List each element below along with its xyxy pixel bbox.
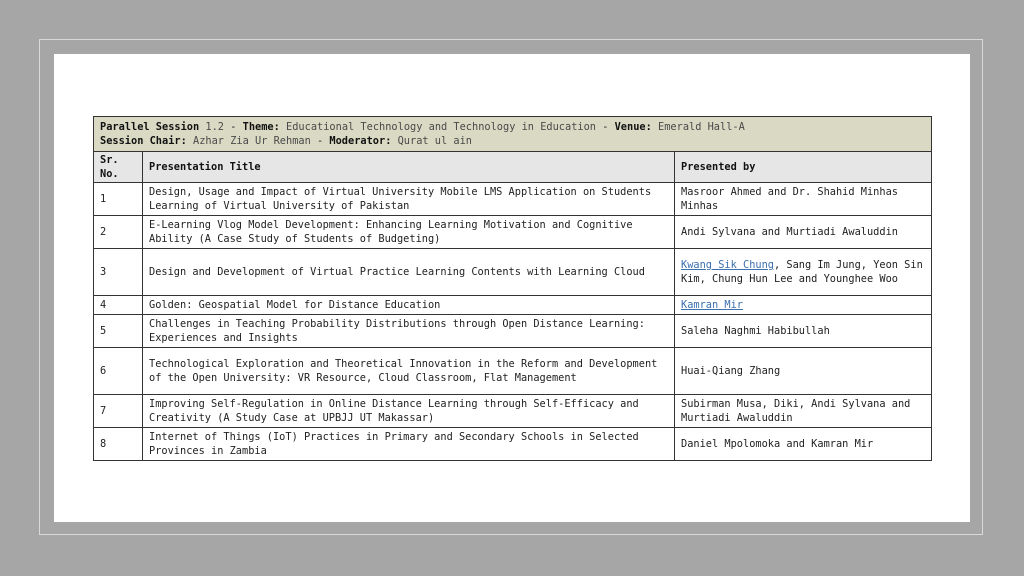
table-row	[94, 348, 932, 395]
column-header-row	[94, 152, 932, 183]
presenter	[675, 296, 932, 315]
presentation-title: Design and Development of Virtual Practice Learning Contents with Learning Cloud	[143, 249, 675, 296]
presentation-title: Improving Self-Regulation in Online Distance Learning through Self-Efficacy and Creativity (A Study Case at UPBJJ UT Makassar)	[143, 395, 675, 428]
presentation-title: Challenges in Teaching Probability Distributions through Open Distance Learning: Experiences and Insights	[143, 315, 675, 348]
presentation-title: Golden: Geospatial Model for Distance Education	[143, 296, 675, 315]
row-number: 6	[94, 348, 143, 395]
col-presented-by: Presented by	[675, 152, 932, 183]
row-number: 3	[94, 249, 143, 296]
presenter: Huai-Qiang Zhang	[675, 348, 932, 395]
chair-value: Azhar Zia Ur Rehman	[193, 135, 311, 147]
row-number: 2	[94, 216, 143, 249]
table-row	[94, 296, 932, 315]
presenter	[675, 249, 932, 296]
slide	[54, 54, 970, 522]
moderator-label: Moderator:	[329, 135, 392, 147]
presentation-title: Design, Usage and Impact of Virtual University Mobile LMS Application on Students Learning of Virtual University of Pakistan	[143, 183, 675, 216]
presentation-title: Internet of Things (IoT) Practices in Primary and Secondary Schools in Selected Provinces in Zambia	[143, 428, 675, 461]
table-row	[94, 183, 932, 216]
presenter-rest: , Sang Im Jung, Yeon Sin Kim, Chung Hun Lee and Younghee Woo	[681, 259, 923, 285]
col-presentation-title: Presentation Title	[143, 152, 675, 183]
row-number: 4	[94, 296, 143, 315]
row-number: 5	[94, 315, 143, 348]
table-row	[94, 315, 932, 348]
presenter-link[interactable]: Kwang Sik Chung	[681, 259, 774, 271]
chair-label: Session Chair:	[100, 135, 187, 147]
session-header: Parallel Session 1.2 - Theme: Educational Technology and Technology in Education - Venue: Emerald Hall-A Session Chair: Azhar Zia Ur Rehman - Moderator: Qurat ul ain	[94, 117, 932, 152]
row-number: 8	[94, 428, 143, 461]
presenter: Saleha Naghmi Habibullah	[675, 315, 932, 348]
venue-value: Emerald Hall-A	[658, 121, 745, 133]
table-row	[94, 428, 932, 461]
row-number: 7	[94, 395, 143, 428]
session-header-row	[94, 117, 932, 152]
presenter: Masroor Ahmed and Dr. Shahid Minhas Minhas	[675, 183, 932, 216]
session-table	[93, 116, 932, 461]
session-label: Parallel Session	[100, 121, 200, 133]
theme-label: Theme:	[242, 121, 280, 133]
presentation-title: Technological Exploration and Theoretical Innovation in the Reform and Development of the Open University: VR Resource, Cloud Classroom, Flat Management	[143, 348, 675, 395]
theme-value: Educational Technology and Technology in Education	[286, 121, 596, 133]
table-row	[94, 249, 932, 296]
presentation-title: E-Learning Vlog Model Development: Enhancing Learning Motivation and Cognitive Ability (A Case Study of Students of Budgeting)	[143, 216, 675, 249]
table-row	[94, 395, 932, 428]
table-row	[94, 216, 932, 249]
venue-label: Venue:	[614, 121, 652, 133]
presenter: Andi Sylvana and Murtiadi Awaluddin	[675, 216, 932, 249]
col-sr-no: Sr. No.	[94, 152, 143, 183]
presenter-link[interactable]: Kamran Mir	[681, 299, 743, 311]
moderator-value: Qurat ul ain	[397, 135, 473, 147]
row-number: 1	[94, 183, 143, 216]
presenter: Daniel Mpolomoka and Kamran Mir	[675, 428, 932, 461]
session-number: 1.2	[205, 121, 225, 133]
presenter: Subirman Musa, Diki, Andi Sylvana and Murtiadi Awaluddin	[675, 395, 932, 428]
